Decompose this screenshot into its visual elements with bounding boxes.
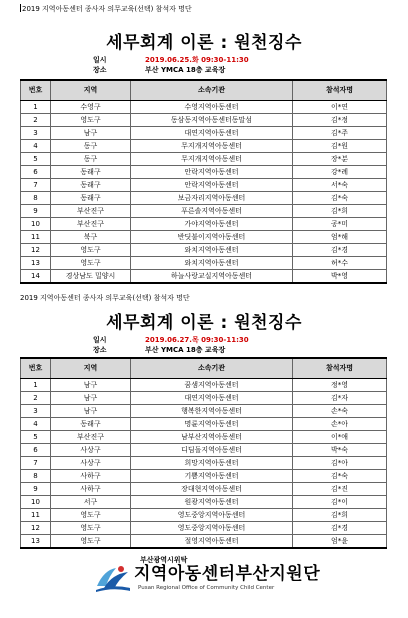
cell-institution: 가야지역아동센터 [131, 217, 293, 230]
cell-region: 영도구 [51, 243, 131, 256]
cell-region: 부산진구 [51, 217, 131, 230]
section2-title: 세무회계 이론 : 원천징수 [106, 313, 302, 333]
cell-institution: 안락지역아동센터 [131, 165, 293, 178]
cell-number: 7 [21, 456, 51, 469]
cell-region: 영도구 [51, 508, 131, 521]
cell-institution: 대연지역아동센터 [131, 126, 293, 139]
cell-number: 3 [21, 404, 51, 417]
footer-org [92, 556, 342, 596]
cell-region: 동구 [51, 152, 131, 165]
cell-institution: 무지개지역아동센터 [131, 152, 293, 165]
section2-header [20, 294, 190, 303]
cell-number: 8 [21, 469, 51, 482]
cell-attendee: 김*정 [293, 113, 387, 126]
cell-institution: 영도중앙지역아동센터 [131, 521, 293, 534]
section2-date-row [93, 336, 249, 345]
table-row [21, 126, 387, 139]
column-header-attendee: 참석자명 [293, 80, 387, 100]
cell-number: 12 [21, 243, 51, 256]
table-header-row [21, 80, 387, 100]
child-center-logo-icon [94, 564, 132, 592]
section2-place-value: 부산 YMCA 18층 교육장 [145, 346, 226, 354]
section1-header [20, 4, 192, 14]
table-row [21, 521, 387, 534]
section2-roster-table [20, 357, 387, 549]
footer-org-en: Pusan Regional Office of Community Child Center [138, 585, 275, 591]
cell-region: 영도구 [51, 113, 131, 126]
table-row [21, 456, 387, 469]
cell-number: 11 [21, 230, 51, 243]
cell-number: 8 [21, 191, 51, 204]
table-row [21, 217, 387, 230]
cell-number: 2 [21, 113, 51, 126]
cell-institution: 절영지역아동센터 [131, 534, 293, 548]
cell-region: 남구 [51, 391, 131, 404]
column-header-region: 지역 [51, 358, 131, 378]
cell-region: 남구 [51, 404, 131, 417]
cell-region: 사상구 [51, 443, 131, 456]
cell-number: 13 [21, 534, 51, 548]
cell-attendee: 공*미 [293, 217, 387, 230]
cell-region: 부산진구 [51, 204, 131, 217]
cell-attendee: 손*숙 [293, 404, 387, 417]
table-row [21, 178, 387, 191]
cell-institution: 와치지역아동센터 [131, 243, 293, 256]
table-row [21, 482, 387, 495]
cell-region: 사하구 [51, 469, 131, 482]
cell-institution: 남부산지역아동센터 [131, 430, 293, 443]
cell-number: 6 [21, 443, 51, 456]
cell-attendee: 엄*해 [293, 230, 387, 243]
cell-attendee: 장*분 [293, 152, 387, 165]
section1-date-row [93, 56, 249, 65]
cell-institution: 기쁨지역아동센터 [131, 469, 293, 482]
cell-region: 수영구 [51, 100, 131, 113]
cell-institution: 푸른솔지역아동센터 [131, 204, 293, 217]
cell-institution: 무지개지역아동센터 [131, 139, 293, 152]
cell-institution: 꿈샘지역아동센터 [131, 378, 293, 391]
cell-region: 경상남도 밀양시 [51, 269, 131, 283]
section1-date-label: 일시 [93, 56, 107, 64]
cell-institution: 영도중앙지역아동센터 [131, 508, 293, 521]
column-header-institution: 소속기관 [131, 358, 293, 378]
cell-attendee: 이*연 [293, 100, 387, 113]
cell-institution: 행복한지역아동센터 [131, 404, 293, 417]
section2-header-text: 2019 지역아동센터 종사자 의무교육(선택) 참석자 명단 [20, 294, 190, 302]
cell-attendee: 김*원 [293, 139, 387, 152]
cell-region: 사하구 [51, 482, 131, 495]
cell-attendee: 김*희 [293, 508, 387, 521]
cell-number: 11 [21, 508, 51, 521]
cell-attendee: 김*진 [293, 482, 387, 495]
cell-number: 14 [21, 269, 51, 283]
cell-region: 영도구 [51, 534, 131, 548]
table-row [21, 100, 387, 113]
cell-region: 사상구 [51, 456, 131, 469]
cell-number: 9 [21, 482, 51, 495]
cell-attendee: 엄*윤 [293, 534, 387, 548]
cell-region: 동래구 [51, 165, 131, 178]
cell-institution: 희망지역아동센터 [131, 456, 293, 469]
cell-number: 4 [21, 139, 51, 152]
cell-number: 3 [21, 126, 51, 139]
cell-attendee: 김*경 [293, 521, 387, 534]
cell-attendee: 김*숙 [293, 191, 387, 204]
column-header-number: 번호 [21, 80, 51, 100]
section1-title: 세무회계 이론 : 원천징수 [106, 33, 302, 53]
cell-institution: 동삼동지역아동센터동말섬 [131, 113, 293, 126]
cell-number: 9 [21, 204, 51, 217]
table-row [21, 430, 387, 443]
cell-number: 5 [21, 152, 51, 165]
cell-region: 서구 [51, 495, 131, 508]
cell-number: 10 [21, 495, 51, 508]
section2-date-label: 일시 [93, 336, 107, 344]
cell-institution: 반딧불이지역아동센터 [131, 230, 293, 243]
cell-attendee: 박*숙 [293, 443, 387, 456]
table-row [21, 113, 387, 126]
cell-institution: 대연지역아동센터 [131, 391, 293, 404]
cell-region: 동구 [51, 139, 131, 152]
section1-place-label: 장소 [93, 66, 107, 74]
section1-place-row [93, 66, 225, 75]
cell-region: 동래구 [51, 178, 131, 191]
cell-number: 6 [21, 165, 51, 178]
table-row [21, 417, 387, 430]
cell-attendee: 정*영 [293, 378, 387, 391]
cell-number: 13 [21, 256, 51, 269]
cell-region: 동래구 [51, 191, 131, 204]
table-row [21, 152, 387, 165]
cell-number: 7 [21, 178, 51, 191]
cell-region: 영도구 [51, 256, 131, 269]
column-header-number: 번호 [21, 358, 51, 378]
table-row [21, 404, 387, 417]
table-row [21, 443, 387, 456]
table-header-row [21, 358, 387, 378]
cell-number: 5 [21, 430, 51, 443]
column-header-institution: 소속기관 [131, 80, 293, 100]
cell-attendee: 허*수 [293, 256, 387, 269]
cell-institution: 디딤돌지역아동센터 [131, 443, 293, 456]
cell-attendee: 박*영 [293, 269, 387, 283]
table-row [21, 165, 387, 178]
cell-institution: 명륜지역아동센터 [131, 417, 293, 430]
cell-institution: 와치지역아동센터 [131, 256, 293, 269]
table-row [21, 139, 387, 152]
column-header-region: 지역 [51, 80, 131, 100]
cell-attendee: 김*숙 [293, 469, 387, 482]
table-row [21, 243, 387, 256]
column-header-attendee: 참석자명 [293, 358, 387, 378]
table-row [21, 269, 387, 283]
section1-header-text: 2019 지역아동센터 종사자 의무교육(선택) 참석자 명단 [22, 5, 192, 13]
cell-institution: 안락지역아동센터 [131, 178, 293, 191]
cell-region: 영도구 [51, 521, 131, 534]
cell-number: 1 [21, 378, 51, 391]
cell-region: 동래구 [51, 417, 131, 430]
cell-number: 2 [21, 391, 51, 404]
section2-place-row [93, 346, 225, 355]
section1-date-value: 2019.06.25.화 09:30-11:30 [145, 56, 249, 64]
table-row [21, 391, 387, 404]
footer-org-top: 부산광역시위탁 [140, 556, 188, 564]
cell-institution: 수영지역아동센터 [131, 100, 293, 113]
cell-region: 북구 [51, 230, 131, 243]
cell-number: 10 [21, 217, 51, 230]
section1-roster-table [20, 79, 387, 284]
cell-attendee: 서*숙 [293, 178, 387, 191]
table-row [21, 256, 387, 269]
cell-institution: 보금자리지역아동센터 [131, 191, 293, 204]
table-row [21, 508, 387, 521]
table-row [21, 191, 387, 204]
cell-attendee: 김*이 [293, 495, 387, 508]
cell-attendee: 손*아 [293, 417, 387, 430]
table-row [21, 495, 387, 508]
cell-institution: 원광지역아동센터 [131, 495, 293, 508]
cell-institution: 하늘사랑교실지역아동센터 [131, 269, 293, 283]
cell-attendee: 김*주 [293, 126, 387, 139]
table-row [21, 230, 387, 243]
section1-place-value: 부산 YMCA 18층 교육장 [145, 66, 226, 74]
section2-place-label: 장소 [93, 346, 107, 354]
cell-institution: 장대현지역아동센터 [131, 482, 293, 495]
section2-date-value: 2019.06.27.목 09:30-11:30 [145, 336, 249, 344]
cell-attendee: 김*자 [293, 391, 387, 404]
table-row [21, 469, 387, 482]
cell-region: 부산진구 [51, 430, 131, 443]
table-row [21, 378, 387, 391]
cell-region: 남구 [51, 126, 131, 139]
cell-number: 1 [21, 100, 51, 113]
table-row [21, 204, 387, 217]
cell-number: 12 [21, 521, 51, 534]
cell-attendee: 이*애 [293, 430, 387, 443]
footer-org-main: 지역아동센터부산지원단 [134, 564, 321, 584]
table-row [21, 534, 387, 548]
cell-attendee: 김*경 [293, 243, 387, 256]
cell-attendee: 김*희 [293, 204, 387, 217]
cell-number: 4 [21, 417, 51, 430]
cell-attendee: 강*례 [293, 165, 387, 178]
cell-region: 남구 [51, 378, 131, 391]
cell-attendee: 김*아 [293, 456, 387, 469]
